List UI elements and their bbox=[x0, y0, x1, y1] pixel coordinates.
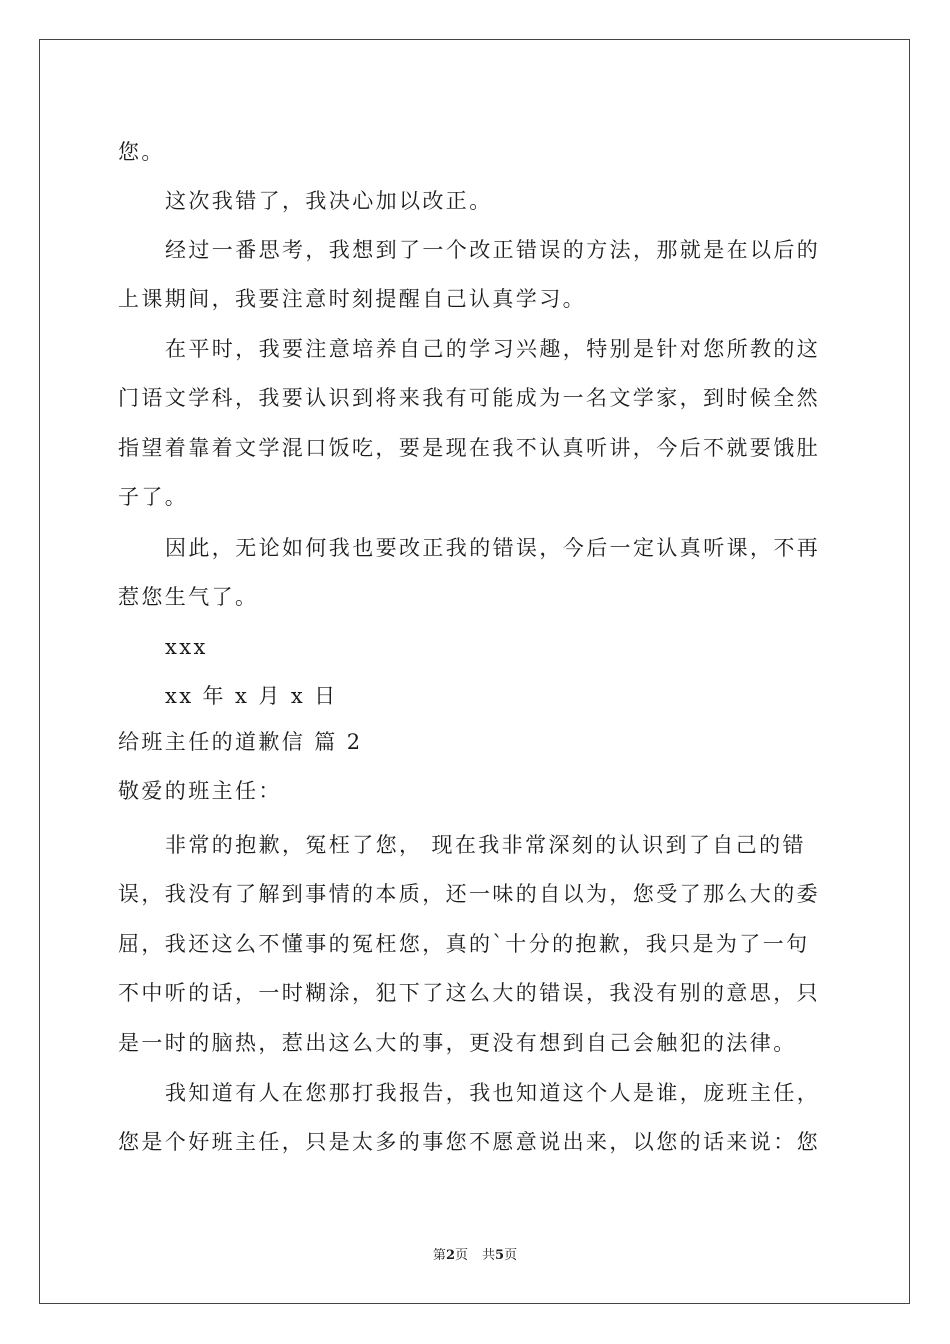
text-line: 您是个好班主任，只是太多的事您不愿意说出来，以您的话来说：您 bbox=[118, 1130, 820, 1154]
page-footer bbox=[0, 1247, 950, 1265]
text-line: 门语文学科，我要认识到将来我有可能成为一名文学家，到时候全然 bbox=[118, 386, 820, 410]
page-border bbox=[39, 39, 910, 1304]
text-line: 您。 bbox=[118, 140, 165, 164]
text-line: 经过一番思考，我想到了一个改正错误的方法，那就是在以后的 bbox=[165, 238, 821, 262]
text-line: 因此，无论如何我也要改正我的错误，今后一定认真听课，不再 bbox=[165, 536, 821, 560]
text-line: 子了。 bbox=[118, 485, 189, 509]
signature-name: xxx bbox=[165, 635, 208, 659]
text-line: 在平时，我要注意培养自己的学习兴趣，特别是针对您所教的这 bbox=[165, 337, 821, 361]
page-suffix: 页 bbox=[454, 1248, 468, 1263]
page-number: 2 bbox=[445, 1248, 455, 1263]
text-line: 是一时的脑热，惹出这么大的事，更没有想到自己会触犯的法律。 bbox=[118, 1031, 797, 1055]
text-line: 惹您生气了。 bbox=[118, 585, 259, 609]
total-pages: 5 bbox=[495, 1248, 505, 1263]
text-line: 误，我没有了解到事情的本质，还一味的自以为，您受了那么大的委 bbox=[118, 882, 820, 906]
text-line: 上课期间，我要注意时刻提醒自己认真学习。 bbox=[118, 287, 586, 311]
text-line: 指望着靠着文学混口饭吃，要是现在我不认真听讲，今后不就要饿肚 bbox=[118, 436, 820, 460]
text-line: 这次我错了，我决心加以改正。 bbox=[165, 189, 493, 213]
text-line: 不中听的话，一时糊涂，犯下了这么大的错误，我没有别的意思，只 bbox=[118, 981, 820, 1005]
section-heading: 给班主任的道歉信 篇 2 bbox=[118, 730, 363, 754]
text-line: 我知道有人在您那打我报告，我也知道这个人是谁，庞班主任， bbox=[165, 1081, 821, 1105]
text-line: 非常的抱歉，冤枉了您， 现在我非常深刻的认识到了自己的错 bbox=[165, 833, 806, 857]
text-line: 屈，我还这么不懂事的冤枉您，真的`十分的抱歉，我只是为了一句 bbox=[118, 932, 810, 956]
total-prefix: 共 bbox=[482, 1248, 496, 1263]
total-suffix: 页 bbox=[504, 1248, 518, 1263]
salutation: 敬爱的班主任： bbox=[118, 779, 282, 803]
signature-date: xx 年 x 月 x 日 bbox=[165, 684, 338, 708]
page-prefix: 第 bbox=[432, 1248, 446, 1263]
